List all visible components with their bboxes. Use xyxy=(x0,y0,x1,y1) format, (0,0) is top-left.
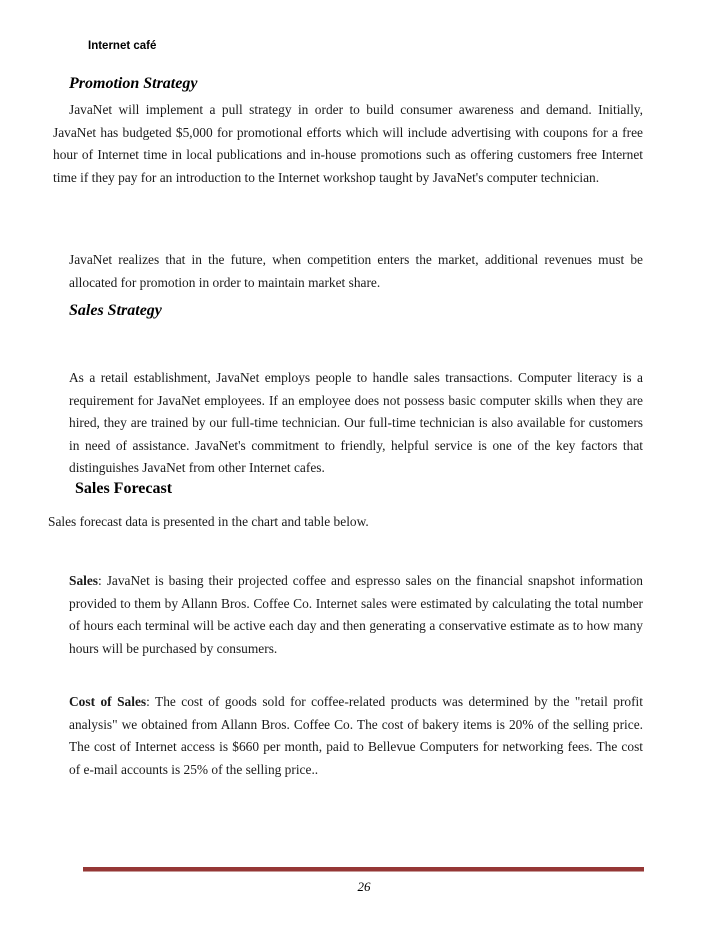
sales-paragraph xyxy=(69,570,643,660)
sales-strategy-paragraph: As a retail establishment, JavaNet employs people to handle sales transactions. Computer literacy is a requirement for JavaNet employees. If an employee does not possess basic computer skills when they are hired, they are trained by our full-time technician. Our full-time technician is also available for customers in need of assistance. JavaNet's commitment to friendly, helpful service is one of the key factors that distinguishes JavaNet from other Internet cafes. xyxy=(69,370,643,476)
cost-of-sales-label: Cost of Sales xyxy=(69,694,147,709)
cost-of-sales-text: : The cost of goods sold for coffee-related products was determined by the "retail profit analysis" we obtained from Allann Bros. Coffee Co. The cost of bakery items is 20% of the selling price. The cost of Internet access is $660 per month, paid to Bellevue Computers for networking fees. The cost of e-mail accounts is 25% of the selling price.. xyxy=(69,694,643,777)
cost-of-sales-paragraph xyxy=(69,691,643,781)
sales-strategy-heading: Sales Strategy xyxy=(69,302,162,319)
promotion-paragraph-1: JavaNet will implement a pull strategy in order to build consumer awareness and demand. Initially, JavaNet has budgeted $5,000 for promotional efforts which will include advertising with coupons for a free hour of Internet time in local publications and in-house promotions such as offering customers free Internet time if they pay for an introduction to the Internet workshop taught by JavaNet's computer technician. xyxy=(53,102,643,185)
sales-forecast-intro: Sales forecast data is presented in the chart and table below. xyxy=(48,514,369,529)
footer-rule xyxy=(83,867,644,872)
sales-label: Sales xyxy=(69,573,99,588)
promotion-strategy-heading: Promotion Strategy xyxy=(69,75,198,92)
promotion-paragraph-2: JavaNet realizes that in the future, when competition enters the market, additional revenues must be allocated for promotion in order to maintain market share. xyxy=(69,252,643,290)
page-number: 26 xyxy=(357,879,371,894)
sales-forecast-heading: Sales Forecast xyxy=(75,480,173,497)
running-header: Internet café xyxy=(88,40,157,52)
sales-text: : JavaNet is basing their projected coffee and espresso sales on the financial snapshot information provided to them by Allann Bros. Coffee Co. Internet sales were estimated by calculating the total number of hours each terminal will be active each day and then generating a conservative estimate as to how many hours will be purchased by consumers. xyxy=(69,573,643,656)
